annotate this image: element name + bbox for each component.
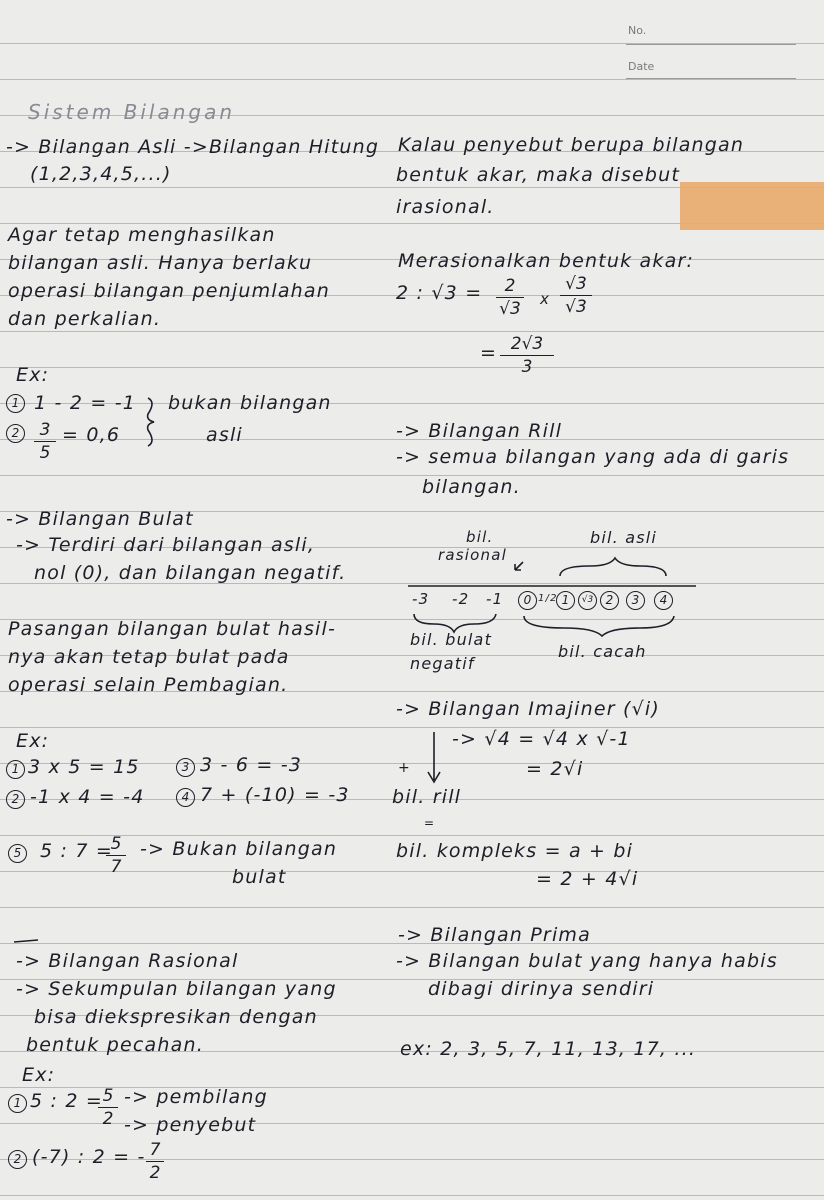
nl-label-asli: bil. asli [590, 528, 658, 547]
ex1-label: Ex: [16, 364, 50, 386]
ex3-note-num: -> pembilang [124, 1086, 268, 1108]
nl-circle-2: 2 [600, 591, 619, 610]
asli-heading: -> Bilangan Asli ->Bilangan Hitung [6, 136, 380, 158]
nl-circle-sqrt3: √3 [578, 591, 597, 610]
bulat-desc-2: nol (0), dan bilangan negatif. [34, 562, 347, 584]
nl-label-rasional: rasional [438, 546, 507, 564]
ex3-underline [14, 940, 38, 942]
nl-circle-4: 4 [654, 591, 673, 610]
irasional-1: Kalau penyebut berupa bilangan [398, 134, 745, 156]
nl-tick-minus3: -3 [412, 590, 430, 608]
ex2-item-5-note2: bulat [232, 866, 287, 888]
times-sign: x [540, 290, 551, 308]
merasionalkan-label: Merasionalkan bentuk akar: [398, 250, 695, 272]
nl-label-negatif: negatif [410, 654, 475, 673]
asli-set: (1,2,3,4,5,...) [30, 163, 172, 185]
nl-circle-0: 0 [518, 591, 537, 610]
frac-num: 5 [102, 1086, 114, 1106]
ex2-item-5: 5 : 7 = [40, 840, 114, 862]
page-title: Sistem Bilangan [28, 100, 236, 124]
rasional-arrow [515, 562, 523, 570]
nl-tick-minus1: -1 [486, 590, 504, 608]
ex3-item-2: (-7) : 2 = - [32, 1146, 146, 1168]
ex3-item-1: 5 : 2 = [30, 1090, 104, 1112]
ex1-item-2: = 0,6 [62, 424, 121, 446]
frac-num: 7 [149, 1140, 161, 1160]
frac-den: 2 [149, 1163, 161, 1183]
prima-heading: -> Bilangan Prima [398, 924, 591, 946]
cacah-brace [524, 616, 674, 636]
bulat-note-2: nya akan tetap bulat pada [8, 646, 290, 668]
frac-den: √3 [499, 299, 521, 319]
rasional-desc-3: bentuk pecahan. [26, 1034, 204, 1056]
ex1-brace [148, 398, 154, 446]
ex2-num-5: 5 [8, 844, 27, 863]
imajiner-expr-2: = 2√i [526, 758, 584, 780]
ex2-item-4: 7 + (-10) = -3 [200, 784, 350, 806]
ex2-num-2: 2 [6, 790, 25, 809]
ex1-brace-note-2: asli [206, 424, 243, 446]
frac-den: 5 [39, 443, 51, 463]
nl-tick-minus2: -2 [452, 590, 470, 608]
prima-desc-2: dibagi dirinya sendiri [428, 978, 655, 1000]
rill-heading: -> Bilangan Rill [396, 420, 563, 442]
imajiner-heading: -> Bilangan Imajiner (√i) [396, 698, 660, 720]
negatif-brace [414, 614, 496, 632]
date-label: Date [628, 60, 655, 73]
bulat-heading: -> Bilangan Bulat [6, 508, 194, 530]
ex2-item-1: 3 x 5 = 15 [28, 756, 140, 778]
frac-num: 5 [110, 834, 122, 854]
ex3-num-1: 1 [8, 1094, 27, 1113]
irasional-2: bentuk akar, maka disebut [396, 164, 681, 186]
prima-example: ex: 2, 3, 5, 7, 11, 13, 17, ... [400, 1038, 697, 1060]
ex2-label: Ex: [16, 730, 50, 752]
nl-half: 1/2 [538, 593, 558, 604]
ex2-item-2: -1 x 4 = -4 [30, 786, 145, 808]
equals-sign: = [424, 816, 436, 830]
frac-den: 3 [521, 357, 533, 377]
rasional-heading: -> Bilangan Rasional [16, 950, 239, 972]
asli-brace [560, 558, 666, 576]
rasional-desc-1: -> Sekumpulan bilangan yang [16, 978, 337, 1000]
ex2-num-3: 3 [176, 758, 195, 777]
kompleks-2: = 2 + 4√i [536, 868, 639, 890]
ex3-note-den: -> penyebut [124, 1114, 257, 1136]
irasional-3: irasional. [396, 196, 495, 218]
ex1-brace-note-1: bukan bilangan [168, 392, 332, 414]
asli-note-4: dan perkalian. [8, 308, 162, 330]
bulat-note-1: Pasangan bilangan bulat hasil- [8, 618, 337, 640]
nl-circle-3: 3 [626, 591, 645, 610]
ex1-num-2: 2 [6, 424, 25, 443]
rasional-desc-2: bisa diekspresikan dengan [34, 1006, 318, 1028]
asli-note-2: bilangan asli. Hanya berlaku [8, 252, 313, 274]
frac-num: 3 [39, 420, 51, 440]
frac-num: √3 [565, 274, 587, 294]
ex1-num-1: 1 [6, 394, 25, 413]
frac-den: 7 [110, 857, 122, 877]
no-label: No. [628, 24, 647, 37]
ex2-num-1: 1 [6, 760, 25, 779]
ex1-item-1: 1 - 2 = -1 [34, 392, 137, 414]
imajiner-expr-1: -> √4 = √4 x √-1 [452, 728, 631, 750]
imajiner-bracket [428, 732, 440, 782]
frac-num: 2 [504, 276, 516, 296]
rill-desc-1: -> semua bilangan yang ada di garis [396, 446, 790, 468]
frac-den: 2 [102, 1109, 114, 1129]
bil-rill-label: bil. rill [392, 786, 462, 808]
ex2-num-4: 4 [176, 788, 195, 807]
frac-num: 2√3 [510, 334, 544, 354]
nl-label-cacah: bil. cacah [558, 642, 647, 661]
prima-desc-1: -> Bilangan bulat yang hanya habis [396, 950, 778, 972]
plus-sign: + [398, 760, 411, 776]
nl-label-bil: bil. [466, 528, 494, 546]
ex3-label: Ex: [22, 1064, 56, 1086]
rill-desc-2: bilangan. [422, 476, 521, 498]
rasionalkan-expr: 2 : √3 = [396, 282, 483, 304]
ex2-item-3: 3 - 6 = -3 [200, 754, 303, 776]
nl-circle-1: 1 [556, 591, 575, 610]
ex2-item-5-note: -> Bukan bilangan [140, 838, 338, 860]
frac-den: √3 [565, 297, 587, 317]
asli-note-3: operasi bilangan penjumlahan [8, 280, 331, 302]
nl-label-bulat: bil. bulat [410, 630, 493, 649]
ex3-num-2: 2 [8, 1150, 27, 1169]
bulat-desc-1: -> Terdiri dari bilangan asli, [16, 534, 316, 556]
bulat-note-3: operasi selain Pembagian. [8, 674, 289, 696]
asli-note-1: Agar tetap menghasilkan [8, 224, 276, 246]
result-equals: = [480, 342, 498, 364]
kompleks-1: bil. kompleks = a + bi [396, 840, 634, 862]
